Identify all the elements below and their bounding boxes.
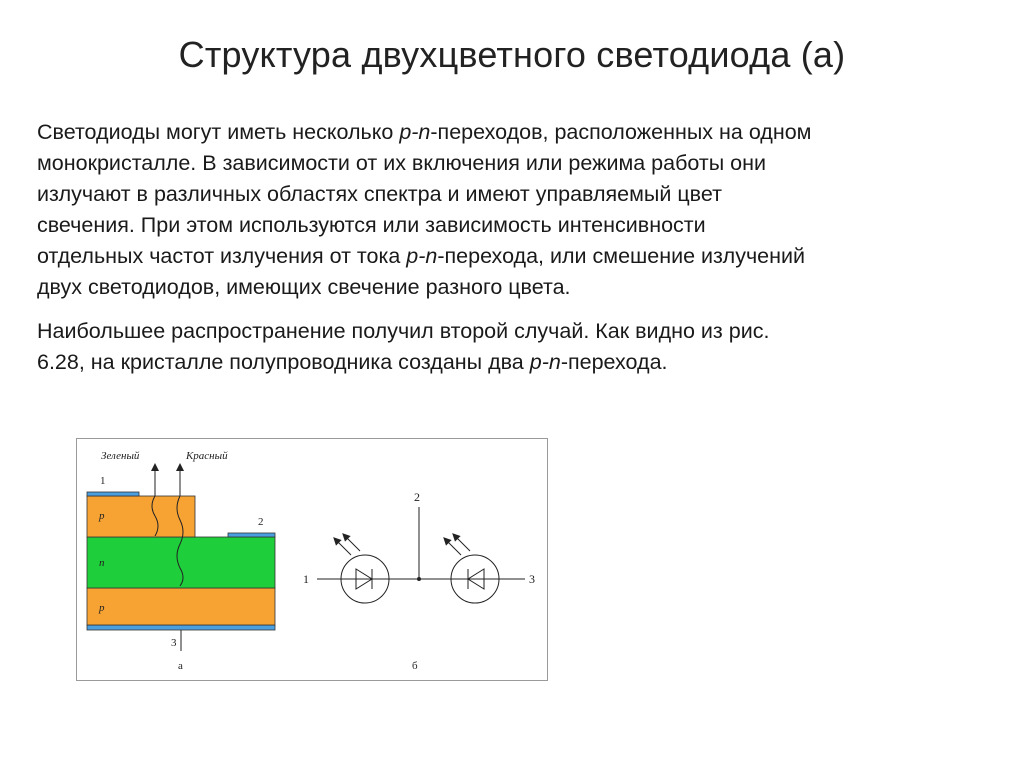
paragraph-1	[37, 117, 977, 303]
paragraph-1-line-3: излучают в различных областях спектра и имеют управляемый цвет	[37, 182, 722, 206]
paragraph-1-line-6: двух светодиодов, имеющих свечение разного цвета.	[37, 275, 571, 299]
terminal-b-1: 1	[303, 572, 309, 586]
layer-label-p-top: p	[99, 510, 105, 522]
terminal-a-1: 1	[100, 475, 106, 487]
led-structure-figure	[76, 438, 548, 681]
paragraph-2	[37, 316, 977, 378]
paragraph-2-line-2: 6.28, на кристалле полупроводника созданы два p-n-перехода.	[37, 350, 668, 374]
layer-p-bottom	[87, 588, 275, 625]
layer-label-n: n	[99, 557, 105, 569]
contact-top	[87, 492, 139, 496]
contact-n	[228, 533, 275, 537]
slide-title: Структура двухцветного светодиода (а)	[178, 34, 846, 75]
caption-b: б	[412, 660, 418, 672]
paragraph-1-line-1: Светодиоды могут иметь несколько p-n-переходов, расположенных на одном	[37, 120, 812, 144]
paragraph-1-line-5: отдельных частот излучения от тока p-n-перехода, или смешение излучений	[37, 244, 806, 268]
layer-n	[87, 537, 275, 588]
terminal-b-3: 3	[529, 572, 535, 586]
label-green: Зеленый	[101, 450, 140, 462]
paragraph-2-line-1: Наибольшее распространение получил второй случай. Как видно из рис.	[37, 319, 770, 343]
terminal-b-2: 2	[414, 490, 420, 504]
junction-node	[417, 577, 421, 581]
figure-svg	[77, 439, 547, 680]
terminal-a-3: 3	[171, 637, 177, 649]
led-symbol-2	[446, 536, 499, 603]
paragraph-1-line-4: свечения. При этом используются или зависимость интенсивности	[37, 213, 706, 237]
contact-bottom	[87, 625, 275, 630]
terminal-a-2: 2	[258, 516, 264, 528]
label-red: Красный	[186, 450, 228, 462]
paragraph-1-line-2: монокристалле. В зависимости от их включения или режима работы они	[37, 151, 766, 175]
caption-a: а	[178, 660, 183, 672]
led-symbol-1	[336, 536, 389, 603]
layer-label-p-bottom: p	[99, 602, 105, 614]
